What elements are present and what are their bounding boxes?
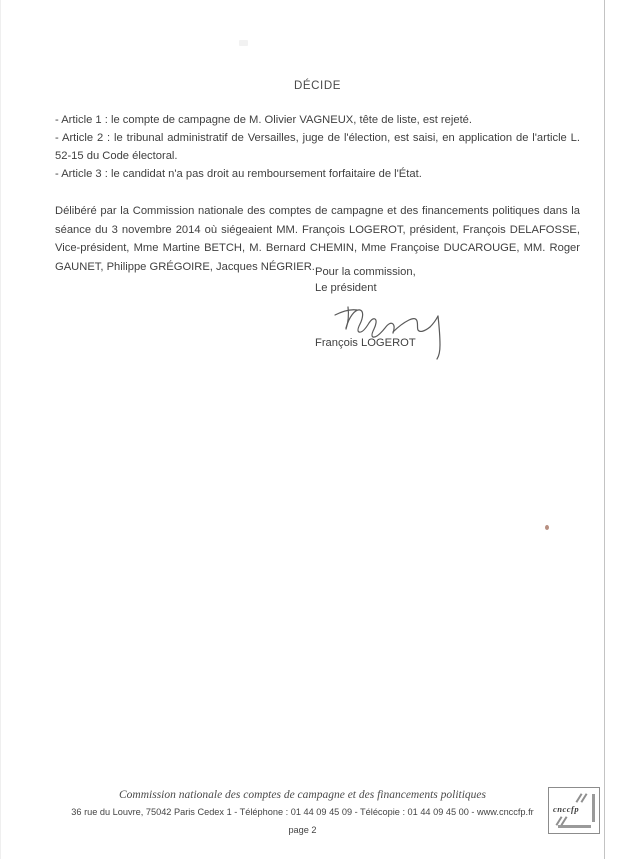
page-footer [0, 788, 605, 837]
signatory-name: François LOGEROT [315, 337, 416, 349]
logo-inner-vertical-bar [592, 794, 595, 822]
article-item: - Article 3 : le candidat n'a pas droit au remboursement forfaitaire de l'État. [55, 168, 422, 180]
signature-salutation-line-1: Pour la commission, [315, 266, 416, 278]
signature-salutation-line-2: Le président [315, 282, 377, 294]
logo-wordmark: cnccfp [553, 804, 580, 814]
scan-speck-artifact [545, 525, 549, 530]
document-body [55, 0, 580, 276]
handwritten-signature-icon [315, 301, 545, 341]
footer-page-number: page 2 [288, 825, 317, 835]
scan-edge-left [0, 0, 1, 859]
page-title: DÉCIDE [293, 80, 342, 92]
articles-list [55, 111, 580, 183]
footer-organisation-name: Commission nationale des comptes de campagne et des financements politiques [119, 789, 486, 801]
deliberation-paragraph: Délibéré par la Commission nationale des comptes de campagne et des financements politiques dans la séance du 3 novembre 2014 où siégeaient MM. François LOGEROT, président, François DELAFOSSE, Vice-président, Mme Martine BETCH, M. Bernard CHEMIN, Mme Françoise DUCAROUGE, MM. Roger GAUNET, Philippe GRÉGOIRE, Jacques NÉGRIER. [55, 205, 580, 273]
article-item: - Article 2 : le tribunal administratif de Versailles, juge de l'élection, est saisi, en application de l'article L. 52-15 du Code électoral. [55, 132, 580, 162]
article-item: - Article 1 : le compte de campagne de M. Olivier VAGNEUX, tête de liste, est rejeté. [55, 114, 473, 126]
scan-edge-right [604, 0, 605, 859]
footer-address-line: 36 rue du Louvre, 75042 Paris Cedex 1 - Téléphone : 01 44 09 45 09 - Télécopie : 01 44 09 45 00 - www.cnccfp.fr [71, 807, 534, 817]
logo-inner-horizontal-bar [558, 825, 591, 828]
signature-block [315, 264, 545, 353]
cnccfp-logo-icon [548, 787, 600, 834]
